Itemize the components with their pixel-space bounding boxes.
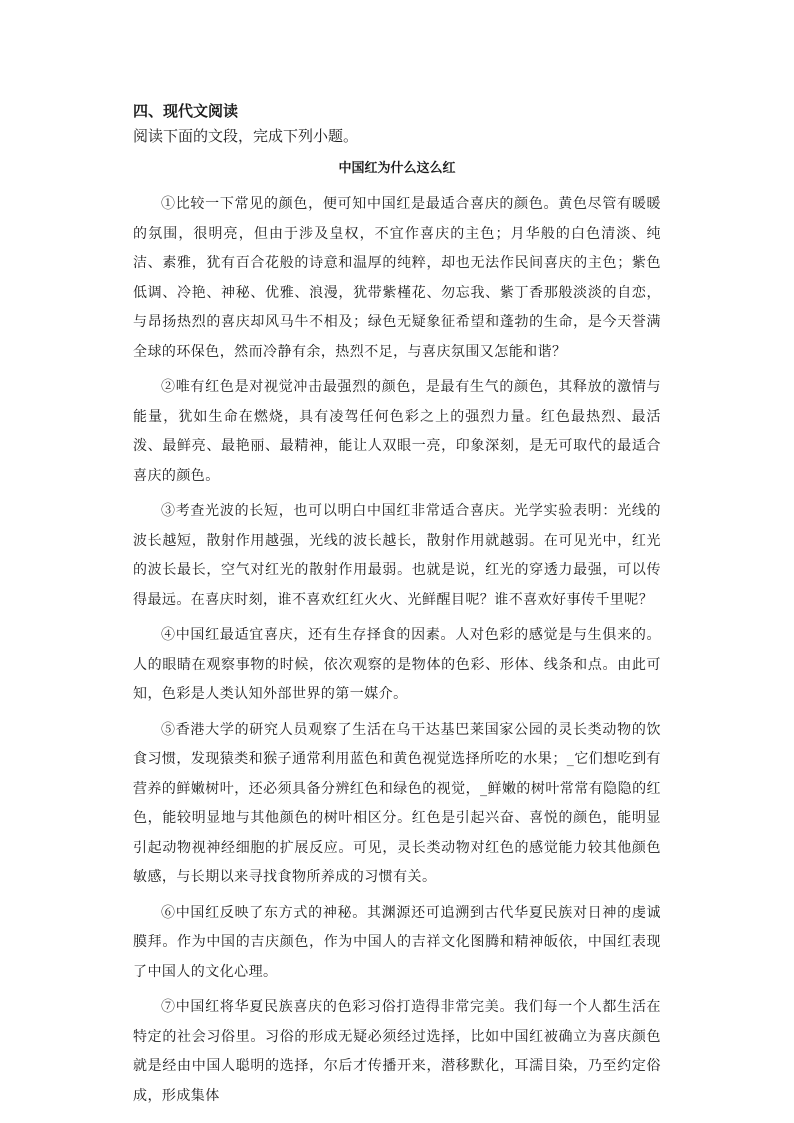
- paragraph-1: ①比较一下常见的颜色，便可知中国红是最适合喜庆的颜色。黄色尽管有暖暖的氛围，很明亮，但由于涉及皇权，不宜作喜庆的主色；月华般的白色清淡、纯洁、素雅，犹有百合花般的诗意和温厚的纯粹，却也无法作民间喜庆的主色；紫色低调、冷艳、神秘、优雅、浪漫，犹带紫槿花、勿忘我、紫丁香那般淡淡的自恋，与昂扬热烈的喜庆却风马牛不相及；绿色无疑象征希望和蓬勃的生命，是今天誉满全球的环保色，然而冷静有余，热烈不足，与喜庆氛围又怎能和谐？: [133, 196, 661, 360]
- section-heading: 四、现代文阅读: [133, 102, 239, 120]
- paragraph-7: ⑦中国红将华夏民族喜庆的色彩习俗打造得非常完美。我们每一个人都生活在特定的社会习俗里。习俗的形成无疑必须经过选择，比如中国红被确立为喜庆颜色就是经由中国人聪明的选择，尔后才传播开来，潜移默化，耳濡目染，乃至约定俗成，形成集体: [133, 999, 661, 1104]
- article-body: [133, 190, 661, 1117]
- article-title: 中国红为什么这么红: [338, 161, 456, 176]
- paragraph-6: ⑥中国红反映了东方式的神秘。其渊源还可追溯到古代华夏民族对日神的虔诚膜拜。作为中国的吉庆颜色，作为中国人的吉祥文化图腾和精神皈依，中国红表现了中国人的文化心理。: [133, 904, 661, 980]
- paragraph-4: ④中国红最适宜喜庆，还有生存择食的因素。人对色彩的感觉是与生俱来的。人的眼睛在观察事物的时候，依次观察的是物体的色彩、形体、线条和点。由此可知，色彩是人类认知外部世界的第一媒介。: [133, 627, 661, 702]
- paragraph-3: ③考查光波的长短，也可以明白中国红非常适合喜庆。光学实验表明：光线的波长越短，散射作用越强，光线的波长越长，散射作用就越弱。在可见光中，红光的波长最长，空气对红光的散射作用最弱。也就是说，红光的穿透力最强，可以传得最远。在喜庆时刻，谁不喜欢红红火火、光鲜醒目呢？谁不喜欢好事传千里呢？: [133, 503, 661, 608]
- paragraph-5: ⑤香港大学的研究人员观察了生活在乌干达基巴莱国家公园的灵长类动物的饮食习惯，发现猿类和猴子通常利用蓝色和黄色视觉选择所吃的水果；_它们想吃到有营养的鲜嫩树叶，还必须具备分辨红色和绿色的视觉，_鲜嫩的树叶常常有隐隐的红色，能较明显地与其他颜色的树叶相区分。红色是引起兴奋、喜悦的颜色，能明显引起动物视神经细胞的扩展反应。可见，灵长类动物对红色的感觉能力较其他颜色敏感，与长期以来寻找食物所养成的习惯有关。: [133, 721, 661, 885]
- reading-instruction: 阅读下面的文段，完成下列小题。: [133, 127, 359, 145]
- paragraph-2: ②唯有红色是对视觉冲击最强烈的颜色，是最有生气的颜色，其释放的激情与能量，犹如生命在燃烧，具有凌驾任何色彩之上的强烈力量。红色最热烈、最活泼、最鲜亮、最艳丽、最精神，能让人双眼一亮，印象深刻，是无可取代的最适合喜庆的颜色。: [133, 379, 661, 484]
